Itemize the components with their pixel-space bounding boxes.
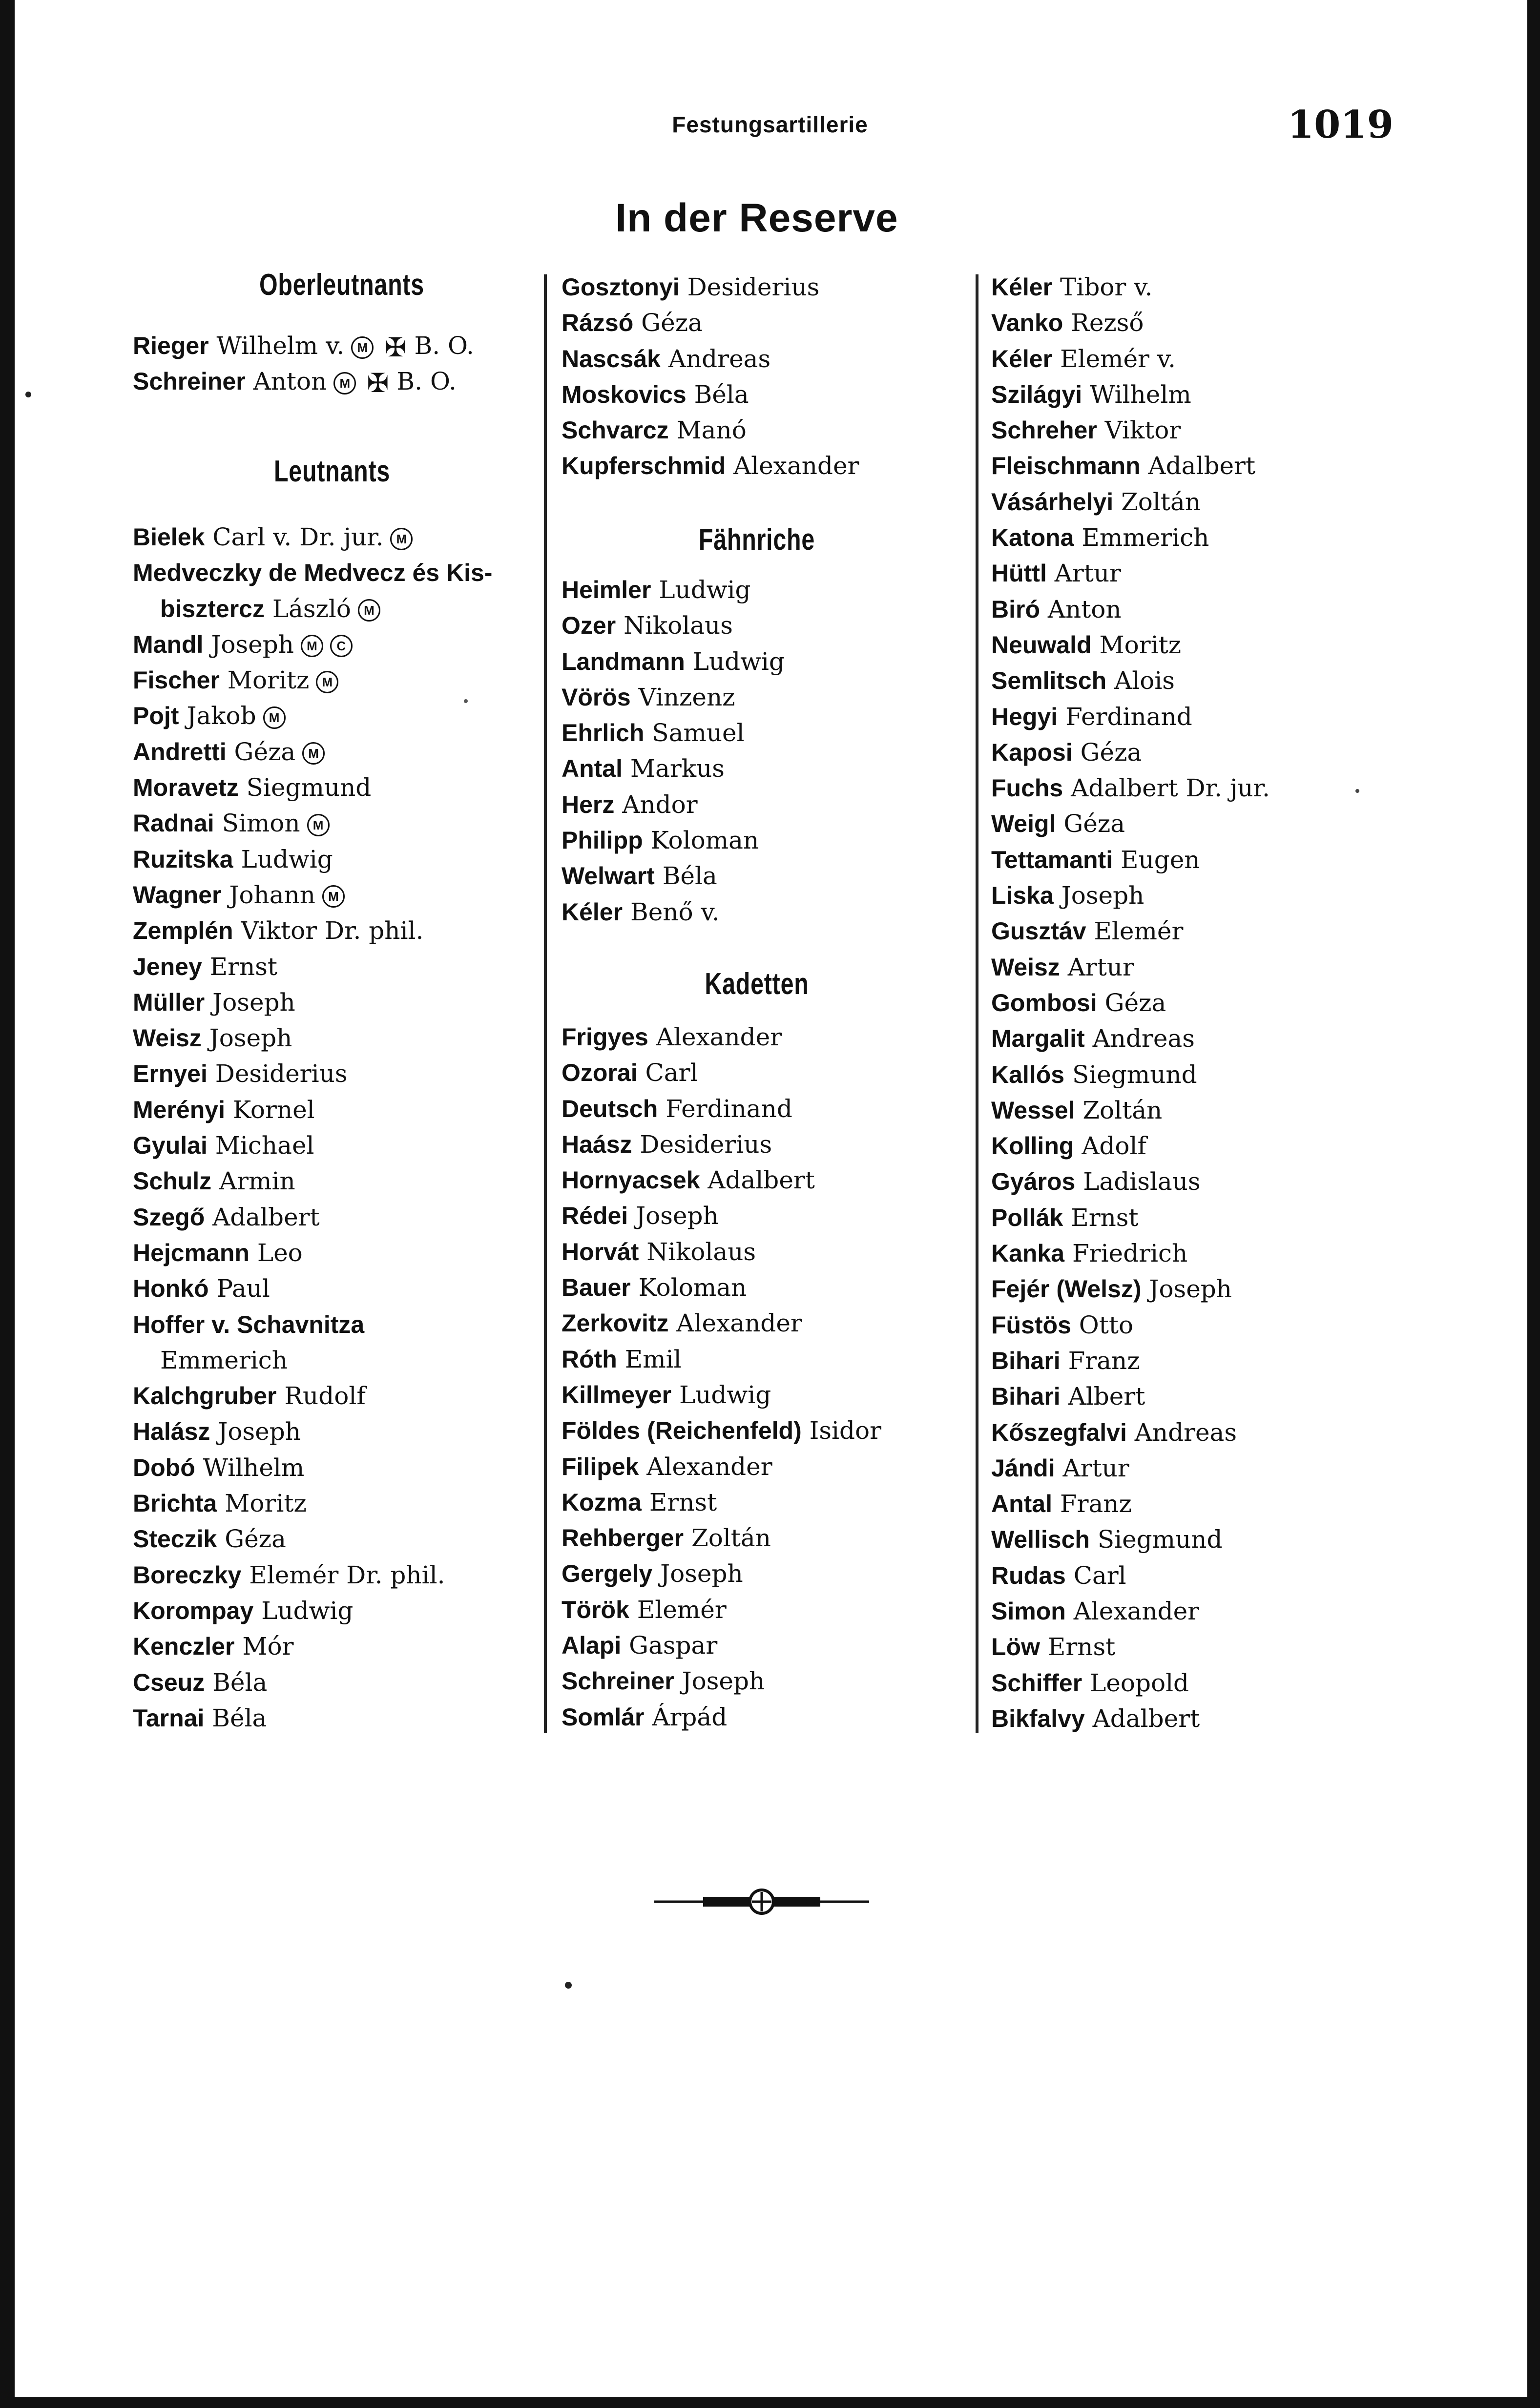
given-name: Árpád	[644, 1702, 728, 1731]
given-name: Ferdinand	[658, 1094, 792, 1123]
surname: Landmann	[562, 647, 685, 675]
given-name: Ernst	[1063, 1203, 1139, 1232]
given-name: Ludwig	[233, 845, 333, 873]
given-name: Ludwig	[651, 576, 751, 604]
given-name: Nikolaus	[639, 1237, 756, 1266]
given-name: Albert	[1060, 1382, 1145, 1411]
surname: Löw	[991, 1633, 1040, 1661]
surname: Ehrlich	[562, 719, 645, 747]
decoration-circle-icon: M	[333, 372, 356, 394]
given-name: Wilhelm	[195, 1453, 305, 1482]
given-name: Géza	[226, 737, 296, 766]
given-name: Béla	[686, 380, 749, 409]
surname: Weisz	[133, 1024, 202, 1052]
given-name: Adalbert	[1140, 452, 1256, 480]
page-number: 1019	[1287, 103, 1394, 147]
given-name: Ernst	[1040, 1633, 1116, 1661]
given-name: Siegmund	[238, 773, 372, 802]
surname: Kalchgruber	[133, 1382, 277, 1410]
surname: Ozer	[562, 612, 616, 640]
surname: Alapi	[562, 1632, 622, 1660]
given-name: Géza	[1072, 738, 1142, 767]
given-name: Ernst	[202, 952, 278, 981]
given-name: Simon	[214, 809, 300, 838]
given-name: Tibor v.	[1052, 273, 1153, 301]
surname: Schreiner	[133, 368, 246, 395]
surname: Wellisch	[991, 1526, 1090, 1554]
given-name: Nikolaus	[616, 611, 733, 640]
given-name: Joseph	[628, 1202, 719, 1230]
given-name: Alexander	[726, 452, 859, 480]
surname: Katona	[991, 524, 1074, 552]
surname: Heimler	[562, 576, 651, 603]
surname: Gyulai	[133, 1132, 208, 1160]
given-name: Géza	[1056, 810, 1125, 838]
surname: Killmeyer	[562, 1381, 672, 1409]
surname: Bikfalvy	[991, 1704, 1085, 1732]
surname: Jándi	[991, 1454, 1055, 1482]
surname: Welwart	[562, 862, 655, 890]
surname: Mandl	[133, 630, 204, 658]
surname: Pollák	[991, 1204, 1063, 1231]
given-name: Paul	[208, 1274, 270, 1303]
surname: Szegő	[133, 1203, 205, 1231]
given-name: Emmerich	[160, 1346, 288, 1374]
surname: Bauer	[562, 1274, 631, 1302]
given-name: Johann	[221, 880, 315, 909]
surname: Merényi	[133, 1096, 225, 1123]
surname: Ozorai	[562, 1059, 638, 1087]
surname: Zemplén	[133, 917, 233, 945]
surname: Somlár	[562, 1703, 645, 1731]
given-name: Géza	[1097, 988, 1166, 1017]
surname: Kőszegfalvi	[991, 1418, 1127, 1446]
given-name: Mór	[234, 1632, 294, 1661]
decoration-circle-icon: C	[330, 635, 353, 657]
surname: Fuchs	[991, 774, 1063, 802]
surname: Hüttl	[991, 560, 1047, 587]
given-name: Alexander	[1065, 1597, 1200, 1625]
decoration-circle-icon: M	[316, 671, 338, 693]
given-name: Artur	[1055, 1453, 1129, 1482]
given-name: Joseph	[674, 1667, 765, 1696]
given-name: Koloman	[630, 1273, 747, 1302]
surname: Schulz	[133, 1167, 212, 1195]
given-name: Otto	[1071, 1310, 1134, 1339]
surname: Hornyacsek	[562, 1166, 700, 1194]
surname: Korompay	[133, 1597, 254, 1624]
decoration-circle-icon: M	[307, 814, 330, 836]
given-name: Franz	[1052, 1490, 1132, 1518]
surname: Fleischmann	[991, 452, 1141, 480]
given-name: Andreas	[1126, 1418, 1237, 1447]
given-name: Géza	[217, 1525, 286, 1554]
given-name: Ladislaus	[1075, 1167, 1201, 1196]
given-name: Adalbert	[1084, 1704, 1200, 1733]
surname: Schreiner	[562, 1667, 674, 1695]
given-name: Wilhelm	[1082, 380, 1191, 409]
surname: Bielek	[133, 523, 205, 551]
kadetten-heading: Kadetten	[705, 967, 809, 1001]
surname: Kaposi	[991, 738, 1073, 766]
surname: Hoffer v. Schavnitza	[133, 1310, 365, 1338]
surname: Medveczky de Medvecz és Kis-	[133, 559, 493, 587]
surname: Hejcmann	[133, 1239, 250, 1266]
given-name: Ferdinand	[1058, 702, 1192, 731]
surname: Radnai	[133, 810, 214, 837]
given-name: Emmerich	[1074, 523, 1209, 552]
surname: Vanko	[991, 309, 1063, 337]
suffix: B. O.	[406, 332, 474, 360]
surname: Neuwald	[991, 631, 1092, 659]
surname: Kolling	[991, 1132, 1074, 1160]
surname: Hegyi	[991, 703, 1058, 730]
given-name: László	[264, 594, 351, 623]
given-name: Joseph	[201, 1024, 292, 1053]
given-name: Moritz	[217, 1489, 307, 1518]
given-name: Benő v.	[623, 897, 720, 926]
surname: Biró	[991, 595, 1040, 623]
cross-icon: ✠	[384, 332, 407, 363]
given-name: Samuel	[644, 719, 745, 747]
surname: Margalit	[991, 1025, 1085, 1053]
running-title: Festungsartillerie	[672, 112, 868, 137]
faehnriche-heading: Fähnriche	[698, 523, 815, 557]
given-name: Emil	[617, 1345, 682, 1373]
given-name: Béla	[654, 862, 717, 891]
decoration-circle-icon: M	[358, 599, 380, 622]
given-name: Rudolf	[276, 1382, 366, 1411]
surname: Róth	[562, 1345, 617, 1373]
surname: Simon	[991, 1597, 1066, 1625]
cross-icon: ✠	[367, 368, 389, 399]
given-name: Armin	[211, 1167, 295, 1196]
surname: Antal	[991, 1490, 1052, 1518]
surname: Cseuz	[133, 1668, 205, 1696]
surname: Frigyes	[562, 1023, 648, 1051]
surname: Honkó	[133, 1275, 209, 1303]
surname: Antal	[562, 755, 623, 783]
given-name: Andor	[614, 790, 698, 819]
surname: Schiffer	[991, 1669, 1082, 1697]
surname: Kenczler	[133, 1633, 235, 1661]
surname: Weisz	[991, 953, 1060, 981]
given-name: Gaspar	[621, 1631, 718, 1660]
given-name: Franz	[1060, 1346, 1140, 1375]
given-name: Viktor Dr. phil.	[233, 916, 424, 945]
surname: Pojt	[133, 702, 179, 730]
given-name: Adalbert	[700, 1166, 815, 1195]
given-name: Isidor	[801, 1416, 882, 1445]
surname: Jeney	[133, 953, 202, 980]
given-name: Zoltán	[1113, 487, 1201, 516]
given-name: Artur	[1046, 559, 1121, 588]
given-name: Carl	[637, 1059, 698, 1087]
given-name: Joseph	[205, 988, 295, 1017]
given-name: Vinzenz	[630, 683, 735, 711]
given-name: Béla	[205, 1668, 268, 1697]
surname: Müller	[133, 988, 205, 1016]
given-name: Ernst	[641, 1488, 717, 1516]
given-name: Adalbert Dr. jur.	[1063, 774, 1270, 803]
surname: Zerkovitz	[562, 1309, 669, 1337]
given-name: Michael	[207, 1131, 314, 1160]
given-name: Leo	[249, 1238, 303, 1267]
given-name: Desiderius	[207, 1059, 348, 1088]
surname: Halász	[133, 1418, 210, 1446]
given-name: Alexander	[648, 1023, 782, 1051]
given-name: Jakob	[179, 702, 256, 730]
surname: Földes (Reichenfeld)	[562, 1417, 802, 1445]
given-name: Zoltán	[1075, 1096, 1163, 1124]
given-name: Koloman	[643, 826, 759, 855]
given-name: Alexander	[668, 1309, 802, 1338]
surname: Semlitsch	[991, 667, 1107, 695]
surname: Boreczky	[133, 1561, 242, 1589]
given-name: Rezső	[1063, 309, 1144, 337]
given-name: Ludwig	[253, 1596, 354, 1625]
given-name: Adalbert	[205, 1203, 320, 1231]
decoration-circle-icon: M	[301, 635, 323, 657]
suffix: B. O.	[389, 367, 457, 396]
decoration-circle-icon: M	[302, 742, 325, 765]
surname: Fischer	[133, 666, 220, 694]
surname: Moravetz	[133, 774, 239, 802]
surname: Kéler	[562, 898, 623, 926]
decoration-circle-icon: M	[351, 336, 374, 359]
given-name: Ludwig	[685, 647, 785, 676]
surname: Horvát	[562, 1238, 639, 1266]
surname: Rudas	[991, 1561, 1066, 1589]
given-name: Desiderius	[679, 273, 820, 301]
surname: Weigl	[991, 810, 1056, 838]
given-name: Adolf	[1074, 1132, 1147, 1161]
surname: Steczik	[133, 1525, 217, 1553]
given-name: Elemér Dr. phil.	[241, 1560, 445, 1589]
given-name: Friedrich	[1064, 1239, 1188, 1268]
given-name: Markus	[623, 754, 725, 783]
given-name: Wilhelm v.	[208, 332, 345, 360]
given-name: Béla	[204, 1703, 267, 1732]
surname: Füstös	[991, 1311, 1071, 1339]
surname: Rázsó	[562, 309, 634, 337]
surname: bisztercz	[160, 595, 265, 623]
surname: Kéler	[991, 273, 1053, 301]
surname: Rieger	[133, 332, 209, 359]
given-name: Moritz	[219, 666, 310, 695]
given-name: Andreas	[660, 344, 771, 373]
given-name: Elemér	[629, 1595, 727, 1624]
given-name: Joseph	[210, 1417, 301, 1446]
given-name: Alois	[1106, 666, 1175, 695]
given-name: Viktor	[1097, 416, 1181, 445]
given-name: Andreas	[1084, 1024, 1195, 1053]
decoration-circle-icon: M	[322, 885, 345, 908]
surname: Ernyei	[133, 1060, 208, 1088]
given-name: Joseph	[652, 1559, 743, 1588]
surname: Gosztonyi	[562, 273, 680, 301]
surname: Andretti	[133, 738, 227, 766]
leutnants-heading: Leutnants	[273, 455, 391, 488]
given-name: Anton	[245, 367, 327, 396]
surname: Kozma	[562, 1488, 642, 1516]
decoration-circle-icon: M	[263, 706, 286, 729]
given-name: Siegmund	[1089, 1525, 1223, 1554]
surname: Vásárhelyi	[991, 488, 1114, 516]
given-name: Elemér v.	[1052, 344, 1176, 373]
given-name: Eugen	[1113, 845, 1200, 874]
surname: Kéler	[991, 345, 1053, 373]
reserve-title: In der Reserve	[615, 196, 898, 240]
given-name: Carl	[1065, 1561, 1126, 1590]
surname: Gyáros	[991, 1168, 1076, 1196]
surname: Gombosi	[991, 989, 1097, 1017]
surname: Gergely	[562, 1560, 653, 1588]
surname: Rédei	[562, 1202, 628, 1230]
surname: Philipp	[562, 827, 643, 854]
surname: Bihari	[991, 1347, 1061, 1374]
surname: Kallós	[991, 1060, 1065, 1088]
surname: Schreher	[991, 416, 1097, 444]
surname: Schvarcz	[562, 416, 669, 444]
oberleutnants-heading: Oberleutnants	[259, 268, 424, 302]
surname: Tettamanti	[991, 846, 1113, 873]
surname: Tarnai	[133, 1704, 205, 1732]
surname: Moskovics	[562, 380, 687, 408]
given-name: Artur	[1060, 953, 1134, 981]
given-name: Manó	[668, 416, 747, 445]
decoration-circle-icon: M	[390, 528, 413, 550]
given-name: Kornel	[225, 1095, 315, 1124]
given-name: Zoltán	[684, 1524, 771, 1553]
given-name: Anton	[1040, 595, 1122, 623]
surname: Gusztáv	[991, 917, 1086, 945]
surname: Wessel	[991, 1096, 1075, 1124]
given-name: Siegmund	[1064, 1060, 1197, 1089]
surname: Dobó	[133, 1453, 195, 1481]
surname: Wagner	[133, 881, 222, 909]
given-name: Elemér	[1086, 917, 1184, 946]
given-name: Moritz	[1091, 630, 1182, 659]
surname: Liska	[991, 882, 1054, 910]
surname: Kupferschmid	[562, 452, 726, 480]
surname: Ruzitska	[133, 845, 233, 873]
given-name: Carl v. Dr. jur.	[205, 523, 384, 551]
surname: Haász	[562, 1130, 632, 1158]
given-name: Leopold	[1082, 1668, 1189, 1697]
surname: Brichta	[133, 1490, 217, 1517]
surname: Fejér (Welsz)	[991, 1275, 1142, 1303]
given-name: Géza	[633, 309, 703, 337]
surname: Rehberger	[562, 1524, 684, 1552]
given-name: Ludwig	[671, 1380, 771, 1409]
surname: Herz	[562, 790, 615, 818]
given-name: Joseph	[203, 630, 294, 659]
given-name: Joseph	[1141, 1275, 1232, 1304]
given-name: Alexander	[639, 1452, 772, 1481]
given-name: Desiderius	[632, 1130, 772, 1159]
surname: Nascsák	[562, 345, 661, 373]
surname: Szilágyi	[991, 380, 1082, 408]
surname: Deutsch	[562, 1095, 658, 1122]
surname: Kanka	[991, 1240, 1065, 1267]
surname: Filipek	[562, 1453, 639, 1480]
given-name: Joseph	[1053, 881, 1145, 910]
surname: Bihari	[991, 1383, 1061, 1411]
surname: Vörös	[562, 683, 631, 711]
surname: Török	[562, 1596, 629, 1623]
